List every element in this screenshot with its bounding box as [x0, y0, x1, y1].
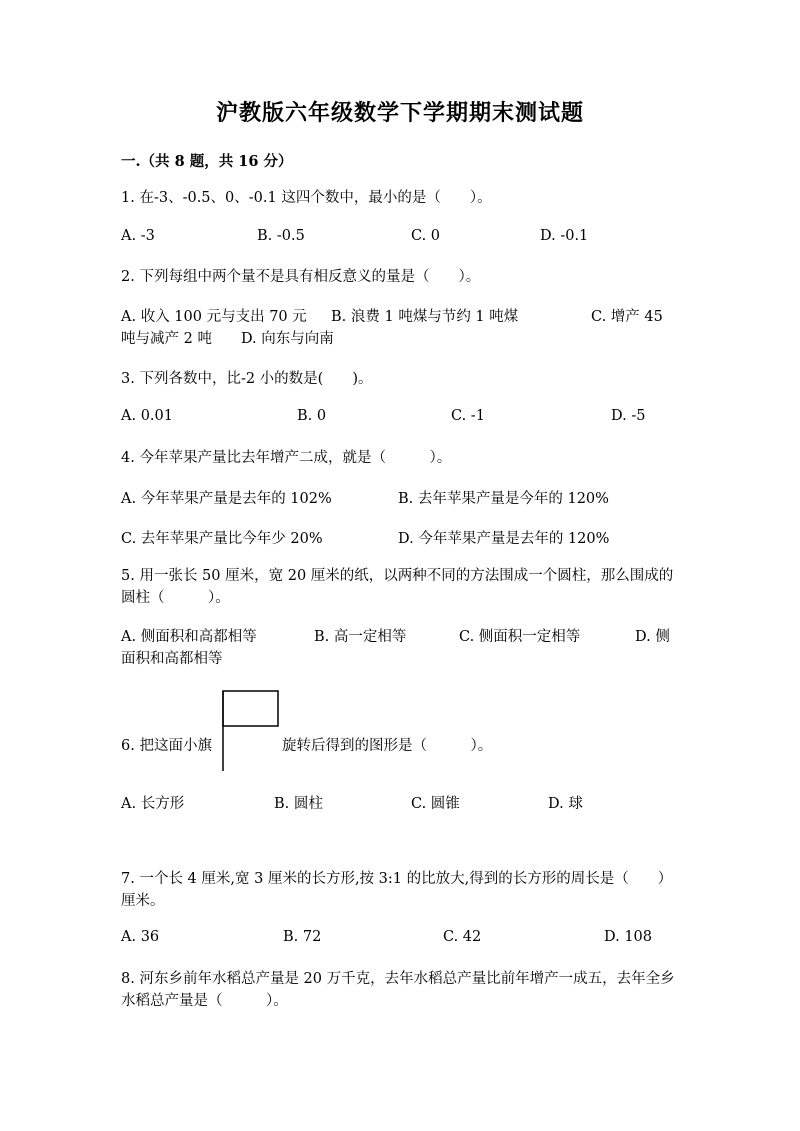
question-6-option-d[interactable]: D. 球	[548, 796, 583, 812]
question-2-option-d[interactable]: D. 向东与向南	[240, 331, 334, 347]
question-7-option-d[interactable]: D. 108	[604, 929, 653, 945]
question-8-stem: 8. 河东乡前年水稻总产量是 20 万千克，去年水稻总产量比前年增产一成五，去年全乡水稻总产量是（ ）。	[121, 971, 675, 1009]
question-5-options	[121, 626, 681, 670]
question-2-stem: 2. 下列每组中两个量不是具有相反意义的量是（ ）。	[121, 269, 481, 285]
question-5-option-c[interactable]: C. 侧面积一定相等	[459, 629, 581, 645]
question-2-option-c[interactable]: C. 增产 45 吨与减产 2 吨	[121, 309, 663, 347]
page-title: 沪教版六年级数学下学期期末测试题	[215, 100, 584, 126]
question-3-option-b[interactable]: B. 0	[297, 408, 327, 424]
question-5-option-b[interactable]: B. 高一定相等	[314, 629, 407, 645]
question-7-stem: 7. 一个长 4 厘米,宽 3 厘米的长方形,按 3:1 的比放大,得到的长方形的周长是（ ）厘米。	[121, 871, 673, 909]
question-4-option-d[interactable]: D. 今年苹果产量是去年的 120%	[398, 531, 610, 547]
question-3-stem: 3. 下列各数中，比-2 小的数是( )。	[121, 371, 373, 387]
flag-figure	[221, 690, 281, 772]
question-3-option-a[interactable]: A. 0.01	[121, 408, 173, 424]
question-3-option-c[interactable]: C. -1	[451, 408, 485, 424]
question-5-stem: 5. 用一张长 50 厘米，宽 20 厘米的纸，以两种不同的方法围成一个圆柱，那么围成的圆柱（ ）。	[121, 568, 674, 606]
flag-cloth	[223, 691, 278, 726]
question-1-option-b[interactable]: B. -0.5	[257, 228, 305, 244]
question-2-option-a[interactable]: A. 收入 100 元与支出 70 元	[121, 309, 307, 325]
question-7-option-a[interactable]: A. 36	[121, 929, 160, 945]
question-4-option-b[interactable]: B. 去年苹果产量是今年的 120%	[398, 491, 609, 507]
question-4-option-c[interactable]: C. 去年苹果产量比今年少 20%	[121, 531, 323, 547]
question-1-stem: 1. 在-3、-0.5、0、-0.1 这四个数中，最小的是（ ）。	[121, 190, 492, 206]
question-6-option-a[interactable]: A. 长方形	[121, 796, 185, 812]
question-6-option-c[interactable]: C. 圆锥	[411, 796, 460, 812]
question-6-stem-before: 6. 把这面小旗	[121, 738, 212, 754]
question-1-option-a[interactable]: A. -3	[121, 228, 155, 244]
question-7-option-c[interactable]: C. 42	[443, 929, 482, 945]
question-4-stem: 4. 今年苹果产量比去年增产二成，就是（ ）。	[121, 450, 452, 466]
question-3-option-d[interactable]: D. -5	[611, 408, 646, 424]
question-5-option-d[interactable]: D. 侧面积和高都相等	[121, 629, 670, 667]
question-1-option-d[interactable]: D. -0.1	[540, 228, 589, 244]
question-6-stem-after: 旋转后得到的图形是（ ）。	[282, 738, 493, 754]
question-2-options	[121, 306, 681, 350]
question-5-option-a[interactable]: A. 侧面积和高都相等	[121, 629, 257, 645]
question-4-option-a[interactable]: A. 今年苹果产量是去年的 102%	[121, 491, 332, 507]
question-6-option-b[interactable]: B. 圆柱	[274, 796, 323, 812]
question-1-option-c[interactable]: C. 0	[411, 228, 441, 244]
section-heading: 一.（共 8 题，共 16 分）	[121, 153, 293, 170]
question-2-option-b[interactable]: B. 浪费 1 吨煤与节约 1 吨煤	[331, 309, 519, 325]
question-7-option-b[interactable]: B. 72	[283, 929, 322, 945]
